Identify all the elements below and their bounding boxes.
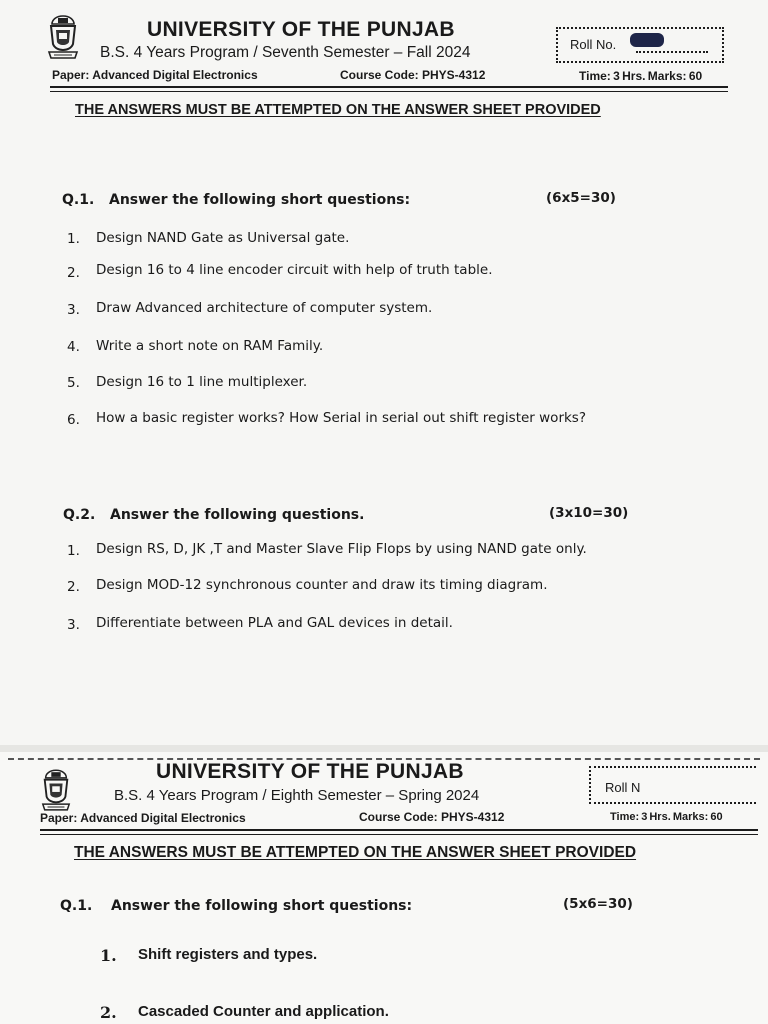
q1-item-text: Design NAND Gate as Universal gate. <box>96 230 350 246</box>
roll-number-label: Roll No. <box>570 37 617 52</box>
q1-item-number: 1. <box>67 231 80 247</box>
q1-item-text: Draw Advanced architecture of computer system. <box>96 300 433 316</box>
q1-item-number: 6. <box>67 412 80 428</box>
q2-item-text: Design RS, D, JK ,T and Master Slave Flip Flops by using NAND gate only. <box>96 541 587 557</box>
time-marks: Time: 3 Hrs. Marks: 60 <box>579 69 703 83</box>
course-code: Course Code: PHYS-4312 <box>359 810 505 824</box>
q1-item-number: 4. <box>67 339 80 355</box>
university-title: UNIVERSITY OF THE PUNJAB <box>147 18 455 41</box>
program-line: B.S. 4 Years Program / Seventh Semester – Fall 2024 <box>100 44 471 61</box>
q1-item-text: Cascaded Counter and application. <box>138 1003 389 1020</box>
q1-number: Q.1. <box>62 192 95 208</box>
q1-item-text: Shift registers and types. <box>138 946 318 963</box>
q2-item-number: 1. <box>67 543 80 559</box>
q2-number: Q.2. <box>63 507 96 523</box>
university-title: UNIVERSITY OF THE PUNJAB <box>156 760 464 783</box>
university-crest-icon <box>46 14 80 62</box>
q2-heading: Answer the following questions. <box>110 507 365 523</box>
paper-name: Paper: Advanced Digital Electronics <box>52 68 258 82</box>
q2-item-text: Design MOD-12 synchronous counter and draw its timing diagram. <box>96 577 548 593</box>
university-crest-icon <box>40 768 72 814</box>
program-line: B.S. 4 Years Program / Eighth Semester – Spring 2024 <box>114 787 480 804</box>
roll-number-label: Roll N <box>605 780 641 795</box>
q1-item-number: 5. <box>67 375 80 391</box>
q1-item-text: How a basic register works? How Serial in serial out shift register works? <box>96 410 587 426</box>
q2-item-number: 3. <box>67 617 80 633</box>
q1-heading: Answer the following short questions: <box>109 192 411 208</box>
header-rule-top <box>40 829 758 831</box>
course-code: Course Code: PHYS-4312 <box>340 68 486 82</box>
page-gap <box>0 745 768 752</box>
q1-number: Q.1. <box>60 898 93 914</box>
roll-number-dots <box>636 51 708 53</box>
header-rule-top <box>50 86 728 88</box>
instruction-line: THE ANSWERS MUST BE ATTEMPTED ON THE ANSWER SHEET PROVIDED <box>75 102 601 118</box>
q1-item-number: 2. <box>67 265 80 281</box>
paper-name: Paper: Advanced Digital Electronics <box>40 811 246 825</box>
q1-marks: (6x5=30) <box>546 190 616 206</box>
q1-item-text: Design 16 to 4 line encoder circuit with help of truth table. <box>96 262 493 278</box>
q1-marks: (5x6=30) <box>563 896 633 912</box>
time-marks: Time: 3 Hrs. Marks: 60 <box>610 811 723 823</box>
roll-number-redaction <box>630 33 664 47</box>
q1-item-text: Write a short note on RAM Family. <box>96 338 324 354</box>
q2-item-number: 2. <box>67 579 80 595</box>
q1-item-number: 1. <box>100 946 117 965</box>
q1-item-number: 2. <box>100 1003 117 1022</box>
instruction-line: THE ANSWERS MUST BE ATTEMPTED ON THE ANSWER SHEET PROVIDED <box>74 844 637 861</box>
q2-marks: (3x10=30) <box>549 505 629 521</box>
q1-item-number: 3. <box>67 302 80 318</box>
header-rule-bottom <box>40 834 758 835</box>
q1-item-text: Design 16 to 1 line multiplexer. <box>96 374 308 390</box>
header-rule-bottom <box>50 91 728 92</box>
q1-heading: Answer the following short questions: <box>111 898 413 914</box>
q2-item-text: Differentiate between PLA and GAL devices in detail. <box>96 615 453 631</box>
exam-paper-spring-2024 <box>0 752 768 1024</box>
